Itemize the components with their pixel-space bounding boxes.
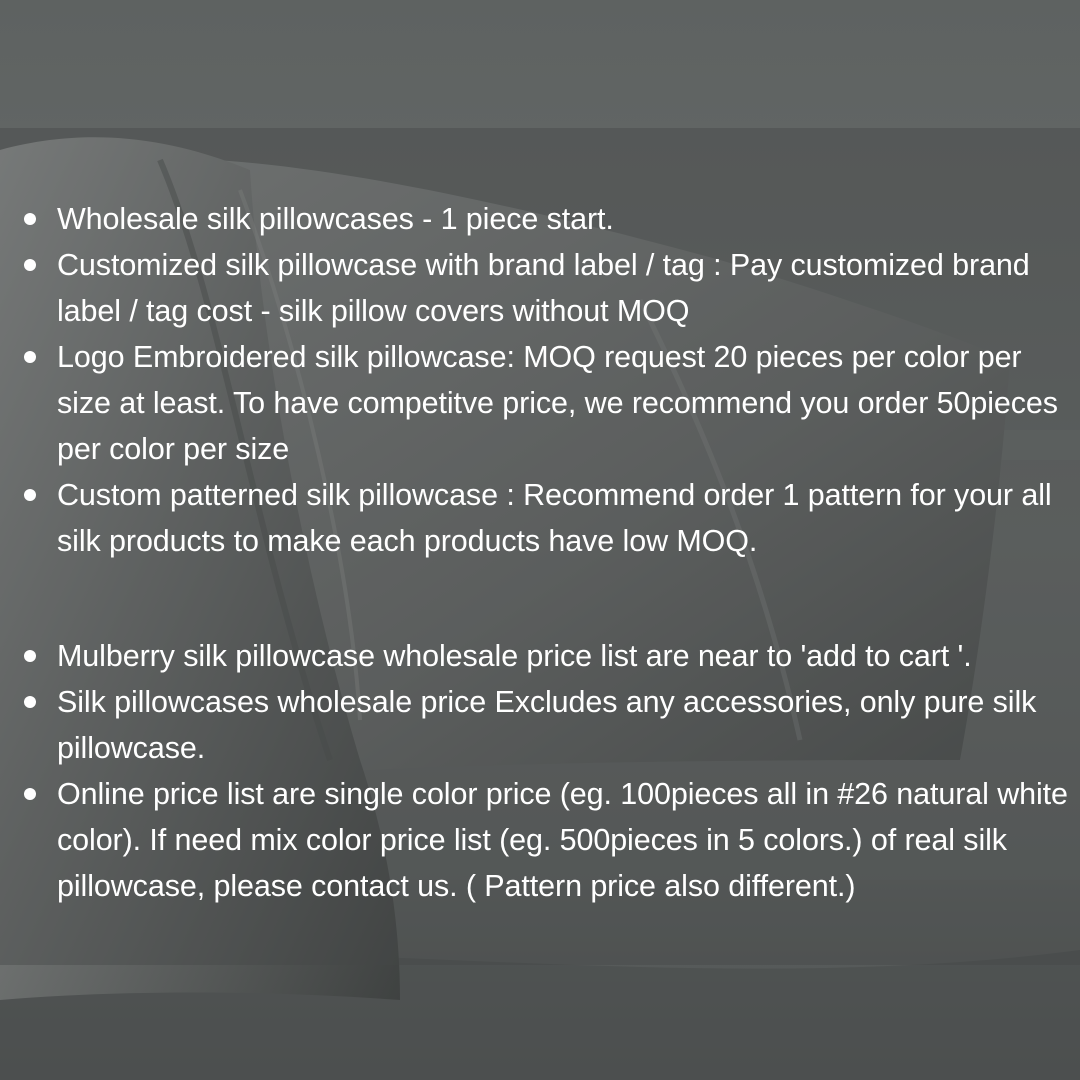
spacer xyxy=(0,564,1080,633)
list-item xyxy=(0,472,1080,564)
list-item xyxy=(0,771,1080,909)
bullet-list-group-2 xyxy=(0,633,1080,909)
list-item-text: Custom patterned silk pillowcase : Recommend order 1 pattern for your all silk products to make each products have low MOQ. xyxy=(57,478,1052,558)
info-text-block xyxy=(0,196,1080,909)
bullet-icon xyxy=(24,696,36,708)
bullet-icon xyxy=(24,213,36,225)
list-item xyxy=(0,334,1080,472)
bullet-list-group-1 xyxy=(0,196,1080,564)
bullet-icon xyxy=(24,788,36,800)
list-item-text: Logo Embroidered silk pillowcase: MOQ request 20 pieces per color per size at least. To have competitve price, we recommend you order 50pieces per color per size xyxy=(57,340,1058,466)
list-item xyxy=(0,633,1080,679)
list-item-text: Online price list are single color price (eg. 100pieces all in #26 natural white color). If need mix color price list (eg. 500pieces in 5 colors.) of real silk pillowcase, please contact us. ( Pattern price also different.) xyxy=(57,777,1068,903)
list-item-text: Mulberry silk pillowcase wholesale price list are near to 'add to cart '. xyxy=(57,639,972,673)
list-item xyxy=(0,679,1080,771)
bullet-icon xyxy=(24,259,36,271)
list-item xyxy=(0,242,1080,334)
list-item-text: Customized silk pillowcase with brand label / tag : Pay customized brand label / tag cost - silk pillow covers without MOQ xyxy=(57,248,1030,328)
bullet-icon xyxy=(24,351,36,363)
list-item-text: Wholesale silk pillowcases - 1 piece start. xyxy=(57,202,614,236)
bullet-icon xyxy=(24,650,36,662)
list-item-text: Silk pillowcases wholesale price Excludes any accessories, only pure silk pillowcase. xyxy=(57,685,1037,765)
list-item xyxy=(0,196,1080,242)
bullet-icon xyxy=(24,489,36,501)
